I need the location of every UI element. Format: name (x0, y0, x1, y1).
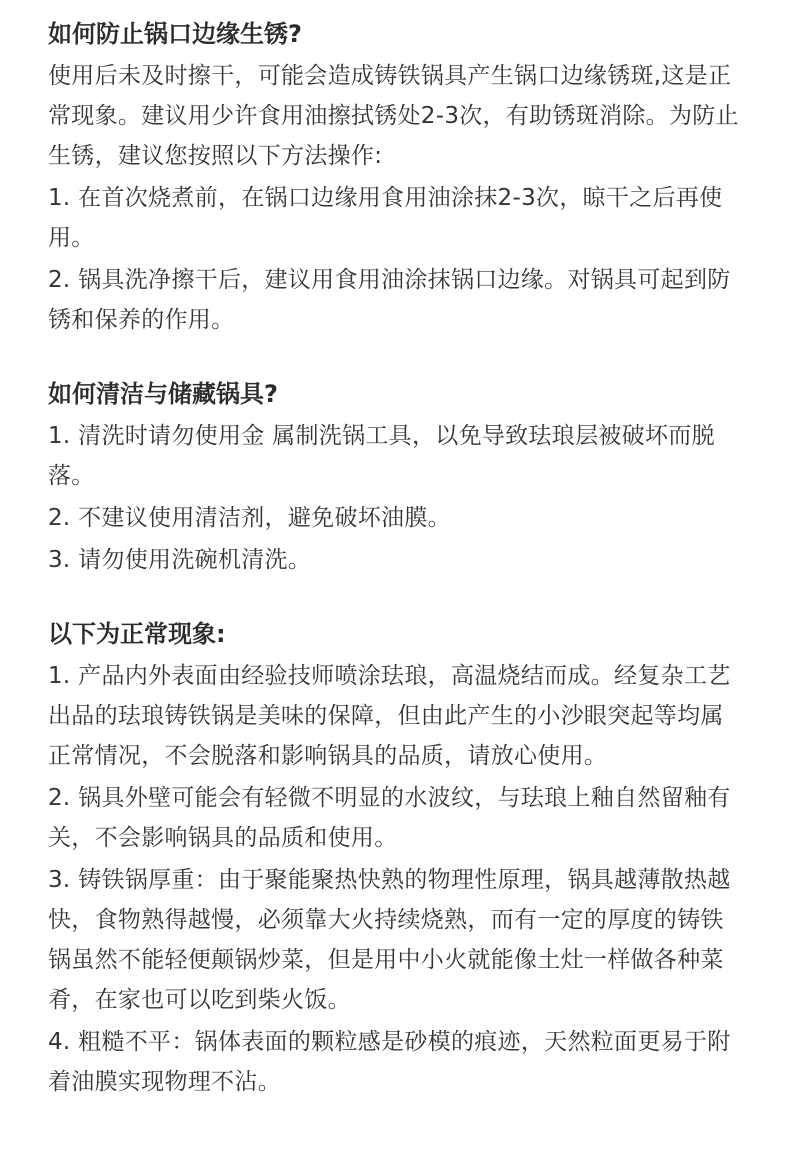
list-item: 4. 粗糙不平：锅体表面的颗粒感是砂模的痕迹，天然粒面更易于附着油膜实现物理不沾。 (48, 1029, 731, 1095)
list-item: 2. 锅具外壁可能会有轻微不明显的水波纹，与珐琅上釉自然留釉有关，不会影响锅具的品质和使用。 (48, 785, 731, 851)
list-item: 2. 不建议使用清洁剂，避免破坏油膜。 (48, 505, 451, 531)
list-item: 1. 在首次烧煮前，在锅口边缘用食用油涂抹2-3次，晾干之后再使用。 (48, 185, 723, 251)
section-cleaning-storage (48, 374, 744, 580)
list-item: 3. 请勿使用洗碗机清洗。 (48, 547, 312, 573)
list-item: 1. 清洗时请勿使用金 属制洗锅工具，以免导致珐琅层被破坏而脱落。 (48, 423, 715, 489)
section-heading: 以下为正常现象: (48, 620, 226, 648)
section-rust-prevention (48, 14, 744, 340)
paragraph: 使用后未及时擦干，可能会造成铸铁锅具产生锅口边缘锈斑,这是正常现象。建议用少许食用油擦拭锈处2-3次，有助锈斑消除。为防止生锈，建议您按照以下方法操作: (48, 63, 739, 169)
list-item: 2. 锅具洗净擦干后，建议用食用油涂抹锅口边缘。对锅具可起到防锈和保养的作用。 (48, 267, 731, 333)
list-item: 3. 铸铁锅厚重：由于聚能聚热快熟的物理性原理，锅具越薄散热越快，食物熟得越慢，必须靠大火持续烧熟，而有一定的厚度的铸铁锅虽然不能轻便颠锅炒菜，但是用中小火就能像土灶一样做各种菜肴，在家也可以吃到柴火饭。 (48, 867, 731, 1013)
section-normal-phenomena (48, 614, 744, 1102)
section-heading: 如何清洁与储藏锅具? (48, 380, 278, 408)
list-item: 1. 产品内外表面由经验技师喷涂珐琅，高温烧结而成。经复杂工艺出品的珐琅铸铁锅是美味的保障，但由此产生的小沙眼突起等均属正常情况，不会脱落和影响锅具的品质，请放心使用。 (48, 663, 731, 769)
section-heading: 如何防止锅口边缘生锈? (48, 20, 302, 48)
